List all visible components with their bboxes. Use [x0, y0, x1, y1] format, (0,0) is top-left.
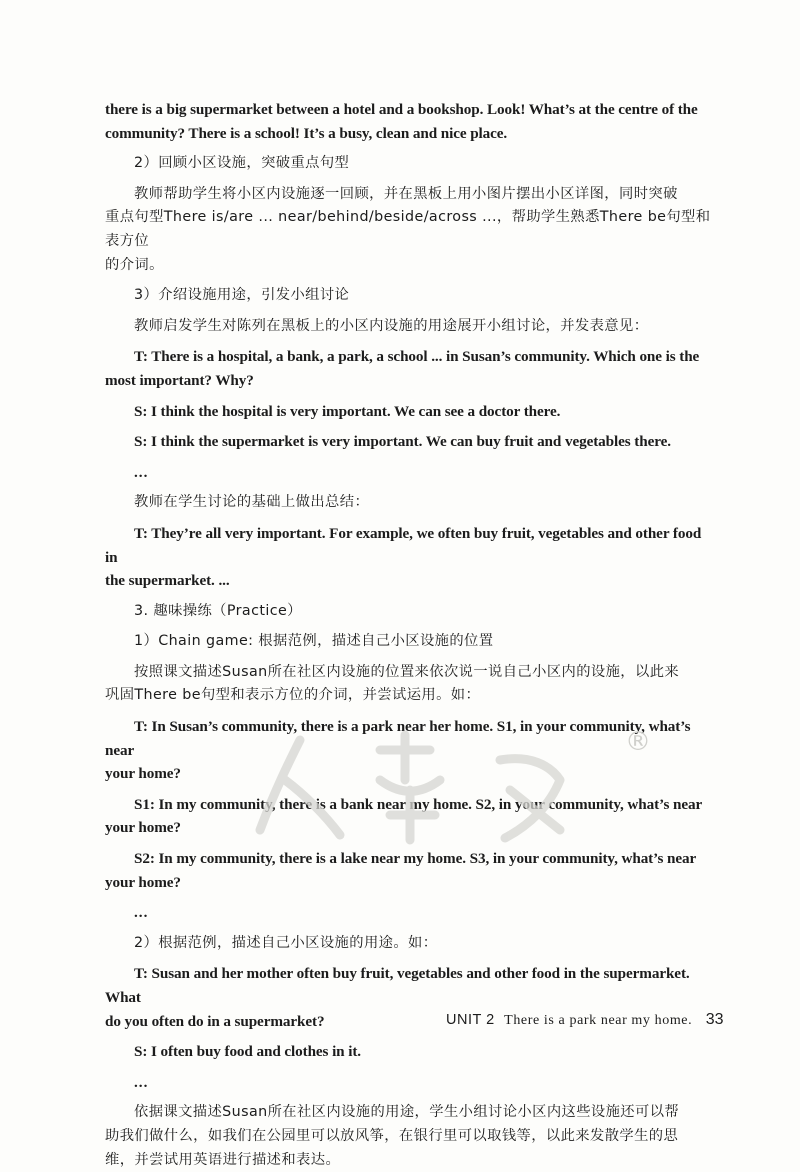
ellipsis: ... — [134, 1073, 149, 1091]
dialogue-line: S2: In my community, there is a lake near my home. S3, in your community, what’s near — [134, 850, 697, 868]
text-line: community? There is a school! It’s a busy, clean and nice place. — [105, 124, 508, 142]
section-heading: 2）回顾小区设施，突破重点句型 — [134, 155, 350, 172]
section-heading: 2）根据范例，描述自己小区设施的用途。如： — [134, 934, 438, 951]
text-line: 重点句型There is/are ... near/behind/beside/across ...，帮助学生熟悉There be句型和表方位 — [105, 209, 711, 249]
page-footer — [446, 1011, 724, 1029]
section-heading: 3. 趣味操练（Practice） — [134, 602, 302, 619]
dialogue-line: your home? — [105, 873, 181, 891]
ellipsis: ... — [134, 904, 149, 922]
dialogue-line: your home? — [105, 819, 181, 837]
text-line: 依据课文描述Susan所在社区内设施的用途，学生小组讨论小区内这些设施还可以帮 — [134, 1104, 680, 1121]
text-line: 教师在学生讨论的基础上做出总结： — [134, 494, 370, 511]
section-heading: 3）介绍设施用途，引发小组讨论 — [134, 287, 350, 304]
text-line: 的介词。 — [105, 256, 164, 273]
text-line: 维，并尝试用英语进行描述和表达。 — [105, 1151, 341, 1168]
section-heading: 1）Chain game: 根据范例，描述自己小区设施的位置 — [134, 633, 494, 650]
registered-mark: ® — [625, 727, 651, 757]
dialogue-line: T: They’re all very important. For example, we often buy fruit, vegetables and other food in — [105, 524, 702, 566]
text-line: 按照课文描述Susan所在社区内设施的位置来依次说一说自己小区内的设施，以此来 — [134, 663, 680, 680]
text-line: 教师帮助学生将小区内设施逐一回顾，并在黑板上用小图片摆出小区详图，同时突破 — [134, 185, 678, 202]
page-number: 33 — [705, 1011, 724, 1028]
dialogue-line: most important? Why? — [105, 371, 254, 389]
dialogue-line: T: In Susan’s community, there is a park near her home. S1, in your community, what’s near — [105, 718, 691, 759]
dialogue-line: do you often do in a supermarket? — [105, 1012, 325, 1030]
dialogue-line: T: Susan and her mother often buy fruit, vegetables and other food in the supermarket. What — [105, 965, 690, 1006]
dialogue-line: your home? — [105, 765, 181, 783]
text-line: there is a big supermarket between a hotel and a bookshop. Look! What’s at the centre of the — [105, 101, 698, 118]
text-line: 巩固There be句型和表示方位的介词，并尝试运用。如： — [105, 687, 481, 704]
unit-title: There is a park near my home. — [504, 1013, 693, 1028]
text-line: 教师启发学生对陈列在黑板上的小区内设施的用途展开小组讨论，并发表意见： — [134, 317, 649, 334]
dialogue-line: S: I think the supermarket is very important. We can buy fruit and vegetables there. — [134, 433, 671, 451]
dialogue-line: T: There is a hospital, a bank, a park, a school ... in Susan’s community. Which one is the — [134, 348, 700, 366]
ellipsis: ... — [134, 463, 149, 481]
dialogue-line: S1: In my community, there is a bank near my home. S2, in your community, what’s near — [134, 795, 703, 813]
text-line: 助我们做什么，如我们在公园里可以放风筝，在银行里可以取钱等，以此来发散学生的思 — [105, 1127, 679, 1144]
dialogue-line: S: I think the hospital is very important. We can see a doctor there. — [134, 402, 561, 420]
dialogue-line: the supermarket. ... — [105, 572, 230, 590]
dialogue-line: S: I often buy food and clothes in it. — [134, 1043, 362, 1061]
unit-label: UNIT 2 — [446, 1012, 495, 1028]
